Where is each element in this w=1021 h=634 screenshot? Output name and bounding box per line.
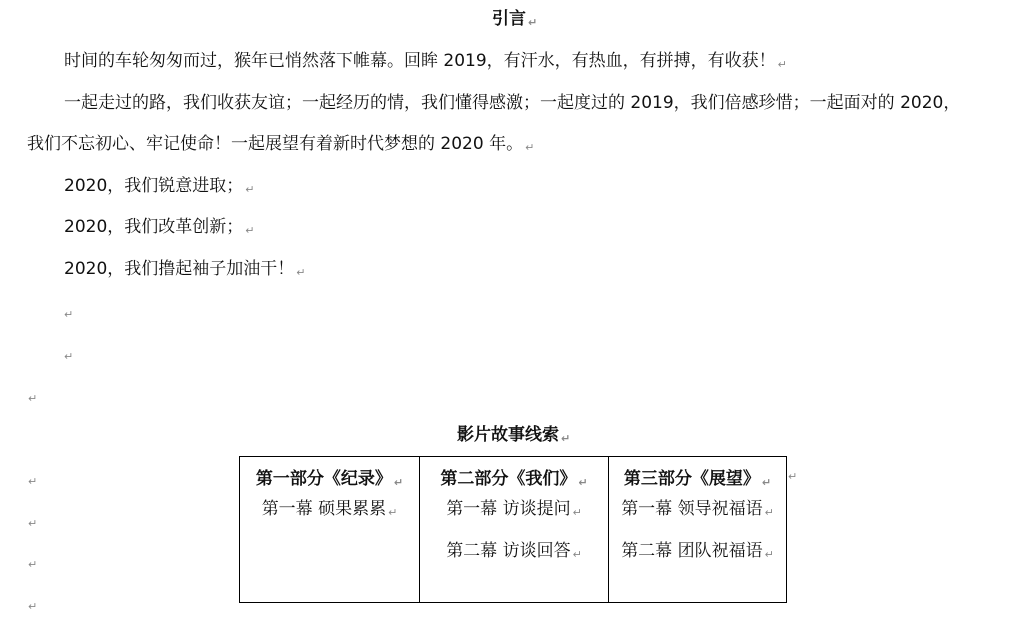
paragraph-intro: 时间的车轮匆匆而过，猴年已悄然落下帷幕。回眸 2019，有汗水，有热血，有拼搏，有收获！ ↵ — [64, 51, 787, 71]
table-cell: 第一幕 访谈提问 ↵ — [446, 499, 582, 519]
empty-paragraph: ↵ — [28, 600, 38, 613]
table-header-cell: 第二部分《我们》 ↵ — [440, 469, 588, 489]
table-cell: 第一幕 领导祝福语 ↵ — [621, 499, 774, 519]
empty-paragraph: ↵ — [64, 308, 74, 321]
slogan-line-1: 2020，我们锐意进取； ↵ — [64, 176, 255, 196]
table-cell: 第二幕 团队祝福语 ↵ — [621, 541, 774, 561]
table-cell: 第一幕 硕果累累 ↵ — [261, 499, 398, 519]
document-title: 引言 ↵ — [492, 9, 538, 29]
empty-paragraph: ↵ — [28, 392, 38, 405]
table-column-part3 — [609, 457, 787, 603]
row-end-mark: ↵ — [788, 470, 798, 483]
slogan-line-2: 2020，我们改革创新； ↵ — [64, 217, 255, 237]
empty-paragraph: ↵ — [28, 475, 38, 488]
slogan-line-3: 2020，我们撸起袖子加油干！ ↵ — [64, 259, 306, 279]
empty-paragraph: ↵ — [28, 558, 38, 571]
table-column-part1 — [240, 457, 420, 603]
table-column-part2 — [420, 457, 609, 603]
table-header-cell: 第三部分《展望》 ↵ — [623, 469, 772, 489]
empty-paragraph: ↵ — [64, 350, 74, 363]
table-header-cell: 第一部分《纪录》 ↵ — [255, 469, 404, 489]
paragraph-together-line1: 一起走过的路，我们收获友谊；一起经历的情，我们懂得感激；一起度过的 2019，我们倍感珍惜；一起面对的 2020， — [64, 93, 961, 113]
table-cell: 第二幕 访谈回答 ↵ — [446, 541, 582, 561]
paragraph-together-line2: 我们不忘初心、牢记使命！一起展望有着新时代梦想的 2020 年。 ↵ — [27, 134, 535, 154]
story-outline-table — [239, 456, 787, 603]
empty-paragraph: ↵ — [28, 517, 38, 530]
table-title: 影片故事线索 ↵ — [457, 425, 571, 445]
